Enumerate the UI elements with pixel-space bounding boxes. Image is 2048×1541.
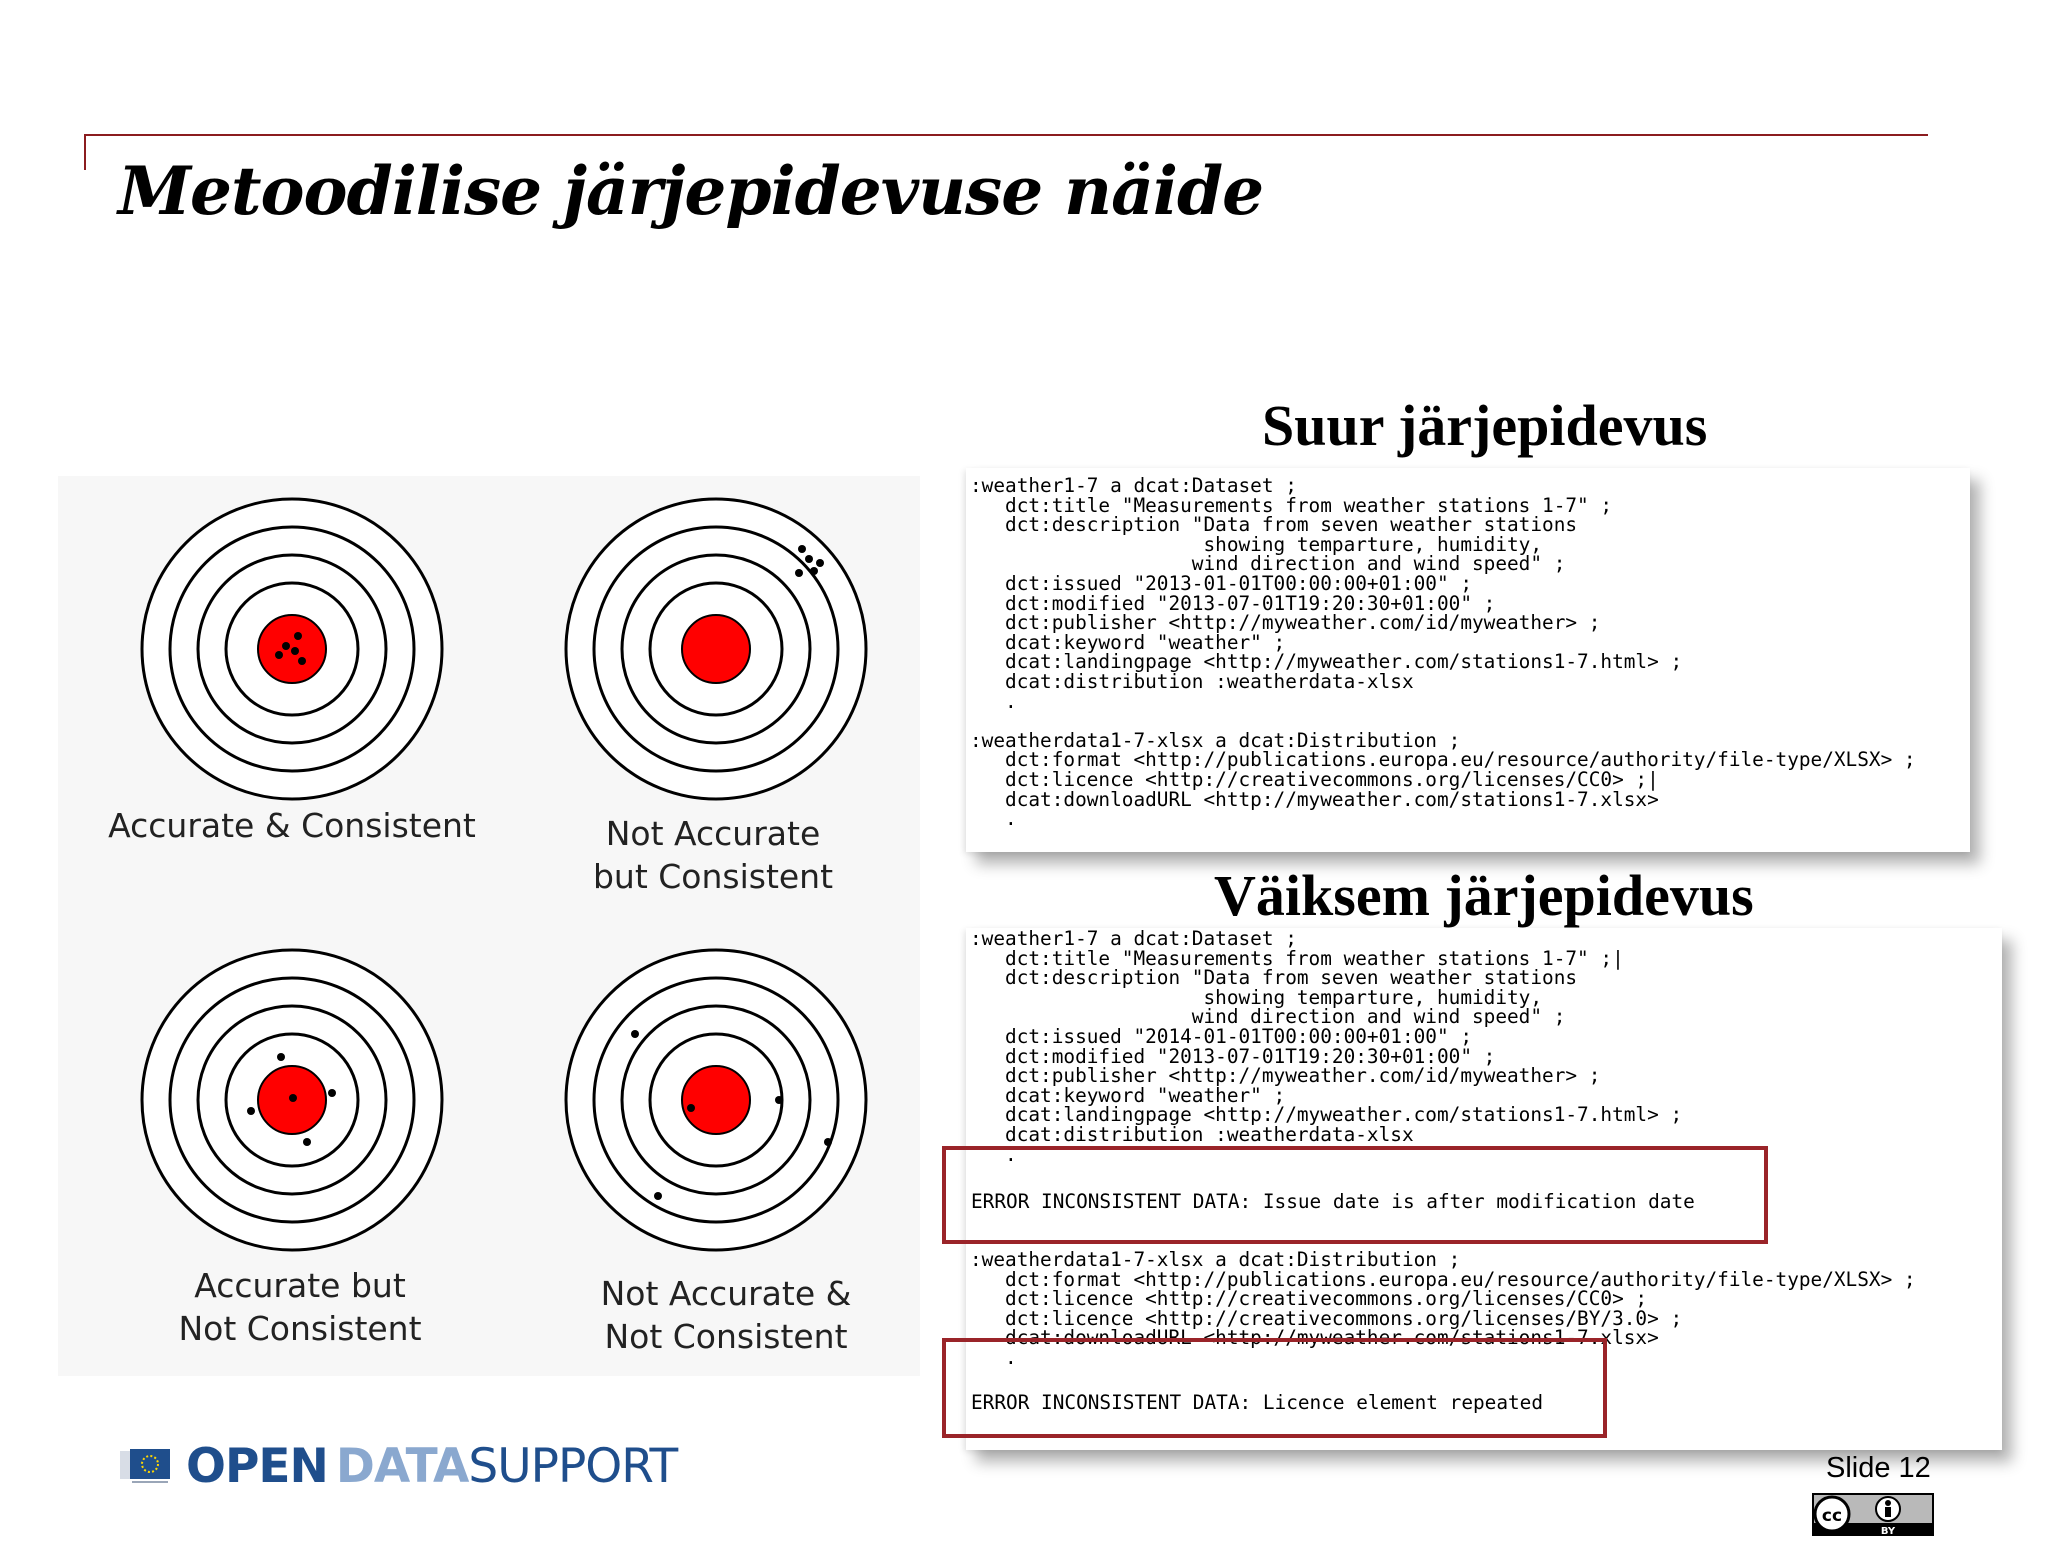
hit-dot bbox=[795, 569, 803, 577]
target-accurate-not-consistent bbox=[142, 950, 442, 1250]
target-label-2: Not Accurate but Consistent bbox=[592, 814, 834, 896]
target-label-4: Not Accurate & Not Consistent bbox=[600, 1274, 852, 1356]
hit-dot bbox=[277, 1053, 285, 1061]
hit-dot bbox=[294, 632, 302, 640]
targets-figure bbox=[58, 476, 920, 1376]
slide-title: Metoodilise järjepidevuse näide bbox=[118, 152, 1264, 230]
hit-dot bbox=[275, 651, 283, 659]
hit-dot bbox=[816, 559, 824, 567]
slide-number: Slide 12 bbox=[1826, 1452, 1931, 1484]
low-consistency-code-part2: :weatherdata1-7-xlsx a dcat:Distribution ; dct:format <http://publications.europa.eu/resource/authority/file-type/XLSX> ; dct:licence <http://creativecommons.org/licenses/CC0> ; dct:licence <http://creativecommons.org/licenses/BY/3.0> ; dcat:downloadURL <http://myweather.com/stations1-7.xlsx> . bbox=[970, 1248, 1916, 1369]
hit-dot bbox=[291, 647, 299, 655]
hit-dot bbox=[328, 1089, 336, 1097]
logo-data-text: DATA bbox=[335, 1438, 469, 1494]
target-label-3: Accurate but Not Consistent bbox=[178, 1266, 422, 1348]
error-highlight-licence-repeated bbox=[942, 1338, 1607, 1438]
eu-flag-icon bbox=[120, 1447, 174, 1485]
error-message-licence-repeated: ERROR INCONSISTENT DATA: Licence element repeated bbox=[971, 1391, 1544, 1414]
target-label-1: Accurate & Consistent bbox=[108, 806, 476, 845]
hit-dot bbox=[303, 1138, 311, 1146]
hit-dot bbox=[810, 567, 818, 575]
hit-dot bbox=[654, 1192, 662, 1200]
target-not-accurate-consistent bbox=[566, 499, 866, 799]
logo-open-text: OPEN bbox=[186, 1438, 328, 1494]
high-consistency-code: :weather1-7 a dcat:Dataset ; dct:title "Measurements from weather stations 1-7" ; dct:description "Data from seven weather stations showing temparture, humidity, wind direction and wind speed" ; dct:issued "2013-01-01T00:00:00+01:00" ; dct:modified "2013-07-01T19:20:30+01:00" ; dct:publisher <http://myweather.com/id/myweather> ; dcat:keyword "weather" ; dcat:landingpage <http://myweather.com/stations1-7.html> ; dcat:distribution :weatherdata-xlsx . :weatherdata1-7-xlsx a dcat:Distribution ; dct:format <http://publications.europa.eu/resource/authority/file-type/XLSX> ; dct:licence <http://creativecommons.org/licenses/CC0> ;| dcat:downloadURL <http://myweather.com/stations1-7.xlsx> . bbox=[970, 474, 1916, 831]
targets-panel bbox=[58, 476, 920, 1376]
high-consistency-code-box bbox=[966, 468, 1970, 852]
hit-dot bbox=[775, 1096, 783, 1104]
hit-dot bbox=[631, 1030, 639, 1038]
logo-support-text: SUPPORT bbox=[468, 1438, 678, 1494]
error-message-issue-date: ERROR INCONSISTENT DATA: Issue date is after modification date bbox=[971, 1190, 1695, 1213]
target-accurate-consistent bbox=[142, 499, 442, 799]
low-consistency-code-part1: :weather1-7 a dcat:Dataset ; dct:title "Measurements from weather stations 1-7" ;| dct:description "Data from seven weather stations showing temparture, humidity, wind direction and wind speed" ; dct:issued "2014-01-01T00:00:00+01:00" ; dct:modified "2013-07-01T19:20:30+01:00" ; dct:publisher <http://myweather.com/id/myweather> ; dcat:keyword "weather" ; dcat:landingpage <http://myweather.com/stations1-7.html> ; dcat:distribution :weatherdata-xlsx . bbox=[970, 927, 1683, 1166]
hit-dot bbox=[289, 1094, 297, 1102]
high-consistency-heading: Suur järjepidevus bbox=[1262, 393, 1708, 458]
hit-dot bbox=[282, 642, 290, 650]
hit-dot bbox=[298, 657, 306, 665]
cc-icon-text: cc bbox=[1821, 1506, 1843, 1526]
hit-dot bbox=[824, 1138, 832, 1146]
cc-by-license-badge bbox=[1812, 1493, 1934, 1541]
title-rule bbox=[84, 134, 1928, 136]
low-consistency-heading: Väiksem järjepidevus bbox=[1214, 863, 1754, 928]
hit-dot bbox=[798, 545, 806, 553]
by-text: BY bbox=[1880, 1526, 1896, 1537]
error-highlight-issue-date bbox=[942, 1146, 1768, 1244]
title-rule-tick bbox=[84, 134, 86, 170]
hit-dot bbox=[687, 1104, 695, 1112]
target-not-accurate-not-consistent bbox=[566, 950, 866, 1250]
hit-dot bbox=[247, 1107, 255, 1115]
hit-dot bbox=[805, 555, 813, 563]
open-data-support-logo bbox=[120, 1436, 677, 1496]
